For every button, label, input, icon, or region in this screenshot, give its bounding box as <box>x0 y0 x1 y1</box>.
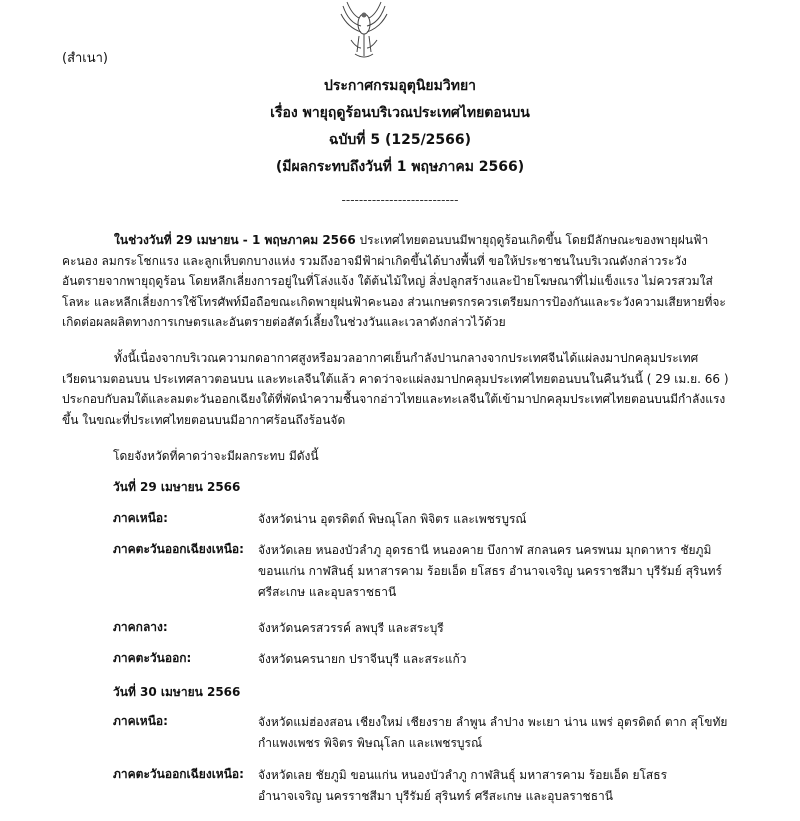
region-label: ภาคตะวันออกเฉียงเหนือ: <box>113 542 244 556</box>
header-effective-date: (มีผลกระทบถึงวันที่ 1 พฤษภาคม 2566) <box>275 159 525 175</box>
region-label: ภาคเหนือ: <box>113 511 168 525</box>
garuda-emblem <box>337 0 391 60</box>
region-provinces: จังหวัดเลย หนองบัวลำภู อุดรธานี หนองคาย บึงกาฬ สกลนคร นครพนม มุกดาหาร ชัยภูมิ ขอนแก่น กาฬสินธุ์ มหาสารคาม ร้อยเอ็ด ยโสธร อำนาจเจริญ นครราชสีมา บุรีรัมย์ สุรินทร์ ศรีสะเกษ และอุบลราชธานี <box>258 543 722 599</box>
region-label: ภาคตะวันออก: <box>113 651 192 665</box>
header-issue-number: ฉบับที่ 5 (125/2566) <box>328 132 472 148</box>
day-heading: วันที่ 30 เมษายน 2566 <box>113 685 241 699</box>
region-provinces: จังหวัดนครสวรรค์ ลพบุรี และสระบุรี <box>258 621 444 635</box>
copy-mark: (สำเนา) <box>62 51 109 66</box>
region-provinces: จังหวัดน่าน อุตรดิตถ์ พิษณุโลก พิจิตร และเพชรบูรณ์ <box>258 512 527 526</box>
region-label: ภาคตะวันออกเฉียงเหนือ: <box>113 767 244 781</box>
region-provinces: จังหวัดนครนายก ปราจีนบุรี และสระแก้ว <box>258 652 467 666</box>
region-label: ภาคกลาง: <box>113 620 168 634</box>
day-heading: วันที่ 29 เมษายน 2566 <box>113 480 241 494</box>
separator: --------------------------- <box>341 193 459 207</box>
paragraph-1 <box>62 230 730 333</box>
header-agency: ประกาศกรมอุตุนิยมวิทยา <box>323 78 477 94</box>
region-label: ภาคเหนือ: <box>113 714 168 728</box>
paragraph-1-text: ประเทศไทยตอนบนมีพายุฤดูร้อนเกิดขึ้น โดยมีลักษณะของพายุฝนฟ้าคะนอง ลมกระโชกแรง และลูกเห็บตกบางแห่ง รวมถึงอาจมีฟ้าผ่าเกิดขึ้นได้บางพื้นที่ ขอให้ประชาชนในบริเวณดังกล่าวระวังอันตรายจากพายุฤดูร้อน โดยหลีกเลี่ยงการอยู่ในที่โล่งแจ้ง ใต้ต้นไม้ใหญ่ สิ่งปลูกสร้างและป้ายโฆษณาที่ไม่แข็งแรง ไม่ควรสวมใส่โลหะ และหลีกเลี่ยงการใช้โทรศัพท์มือถือขณะเกิดพายุฝนฟ้าคะนอง ส่วนเกษตรกรควรเตรียมการป้องกันและระวังความเสียหายที่จะเกิดต่อผลผลิตทางการเกษตรและอันตรายต่อสัตว์เลี้ยงในช่วงวันและเวลาดังกล่าวไว้ด้วย <box>62 233 726 329</box>
paragraph-1-period: ในช่วงวันที่ 29 เมษายน - 1 พฤษภาคม 2566 <box>114 233 356 247</box>
affected-provinces-intro: โดยจังหวัดที่คาดว่าจะมีผลกระทบ มีดังนี้ <box>113 449 319 463</box>
paragraph-2-text: ทั้งนี้เนื่องจากบริเวณความกดอากาศสูงหรือมวลอากาศเย็นกำลังปานกลางจากประเทศจีนได้แผ่ลงมาปกคลุมประเทศเวียดนามตอนบน ประเทศลาวตอนบน และทะเลจีนใต้แล้ว คาดว่าจะแผ่ลงมาปกคลุมประเทศไทยตอนบนในคืนวันนี้ ( 29 เม.ย. 66 ) ประกอบกับลมใต้และลมตะวันออกเฉียงใต้ที่พัดนำความชื้นจากอ่าวไทยและทะเลจีนใต้เข้ามาปกคลุมประเทศไทยตอนบนมีกำลังแรงขึ้น ในขณะที่ประเทศไทยตอนบนมีอากาศร้อนถึงร้อนจัด <box>62 351 729 427</box>
region-provinces: จังหวัดเลย ชัยภูมิ ขอนแก่น หนองบัวลำภู กาฬสินธุ์ มหาสารคาม ร้อยเอ็ด ยโสธร อำนาจเจริญ นครราชสีมา บุรีรัมย์ สุรินทร์ ศรีสะเกษ และอุบลราชธานี <box>258 768 668 803</box>
header-subject: เรื่อง พายุฤดูร้อนบริเวณประเทศไทยตอนบน <box>270 105 530 121</box>
announcement-header <box>0 73 800 181</box>
paragraph-2 <box>62 348 730 430</box>
region-provinces: จังหวัดแม่ฮ่องสอน เชียงใหม่ เชียงราย ลำพูน ลำปาง พะเยา น่าน แพร่ อุตรดิตถ์ ตาก สุโขทัย กำแพงเพชร พิจิตร พิษณุโลก และเพชรบูรณ์ <box>258 715 728 750</box>
